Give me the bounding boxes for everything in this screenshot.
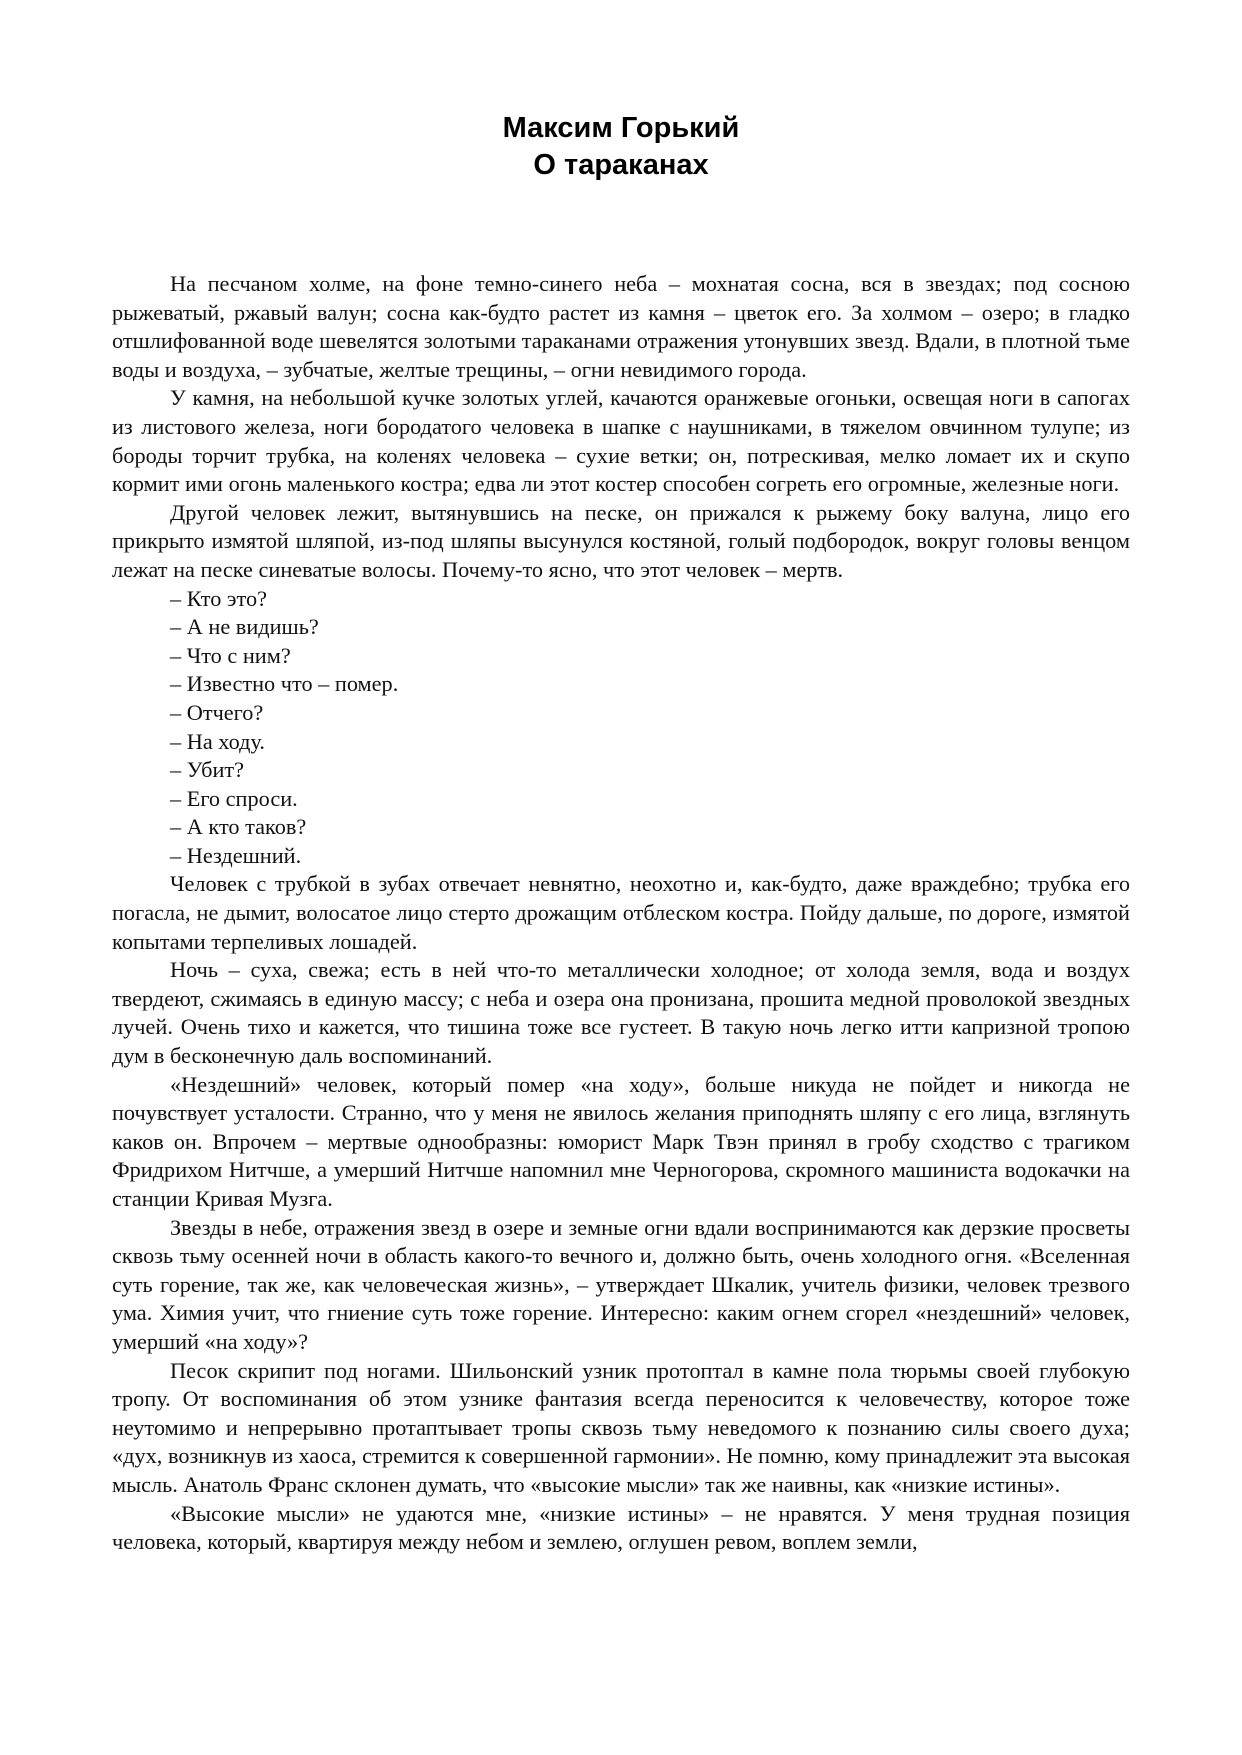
paragraph: На песчаном холме, на фоне темно-синего неба – мохнатая сосна, вся в звездах; под сосною рыжеватый, ржавый валун; сосна как-будто растет из камня – цветок его. За холмом – озеро; в гладко отшлифованной воде шевелятся золотыми тараканами отражения утонувших звезд. Вдали, в плотной тьме воды и воздуха, – зубчатые, желтые трещины, – огни невидимого города. xyxy=(112,271,1130,382)
dialogue-line: – Нездешний. xyxy=(170,842,302,868)
dialogue-line: – Убит? xyxy=(170,757,245,783)
page-title: О тараканах xyxy=(533,149,709,181)
paragraph: Другой человек лежит, вытянувшись на песке, он прижался к рыжему боку валуна, лицо его прикрыто измятой шляпой, из-под шляпы высунулся костяной, голый подбородок, вокруг головы венцом лежат на песке синеватые волосы. Почему-то ясно, что этот человек – мертв. xyxy=(112,499,1130,582)
paragraph: У камня, на небольшой кучке золотых углей, качаются оранжевые огоньки, освещая ноги в сапогах из листового железа, ноги бородатого человека в шапке с наушниками, в тяжелом овчинном тулупе; из бороды торчит трубка, на коленях человека – сухие ветки; он, потрескивая, мелко ломает их и скупо кормит ими огонь маленького костра; едва ли этот костер способен согреть его огромные, железные ноги. xyxy=(112,385,1130,497)
dialogue-line: – Что с ним? xyxy=(170,642,291,668)
paragraph: Звезды в небе, отражения звезд в озере и земные огни вдали воспринимаются как дерзкие просветы сквозь тьму осенней ночи в область какого-то вечного и, должно быть, очень холодного огня. «Вселенная суть горение, так же, как человеческая жизнь», – утверждает Шкалик, учитель физики, человек трезвого ума. Химия учит, что гниение суть тоже горение. Интересно: каким огнем сгорел «нездешний» человек, умерший «на ходу»? xyxy=(112,1214,1130,1354)
paragraph: Песок скрипит под ногами. Шильонский узник протоптал в камне пола тюрьмы своей глубокую тропу. От воспоминания об этом узнике фантазия всегда переносится к человечеству, которое тоже неутомимо и непрерывно протаптывает тропы сквозь тьму неведомого к познанию силы своего духа; «дух, возникнув из хаоса, стремится к совершенной гармонии». Не помню, кому принадлежит эта высокая мысль. Анатоль Франс склонен думать, что «высокие мысли» так же наивны, как «низкие истины». xyxy=(112,1357,1131,1497)
title-block xyxy=(0,110,1242,184)
dialogue-line: – Известно что – помер. xyxy=(170,671,399,697)
dialogue-line: – Отчего? xyxy=(170,699,264,725)
paragraph: «Высокие мысли» не удаются мне, «низкие истины» – не нравятся. У меня трудная позиция человека, который, квартируя между небом и землею, оглушен ревом, воплем земли, xyxy=(112,1500,1130,1555)
paragraph: Человек с трубкой в зубах отвечает невнятно, неохотно и, как-будто, даже враждебно; трубка его погасла, не дымит, волосатое лицо стерто дрожащим отблеском костра. Пойду дальше, по дороге, измятой копытами терпеливых лошадей. xyxy=(112,871,1130,954)
dialogue-line: – На ходу. xyxy=(170,728,265,754)
dialogue-line: – Его спроси. xyxy=(170,785,298,811)
author-name: Максим Горький xyxy=(502,112,740,144)
paragraph: Ночь – суха, свежа; есть в ней что-то металлически холодное; от холода земля, вода и воздух твердеют, сжимаясь в единую массу; с неба и озера она пронизана, прошита медной проволокой звездных лучей. Очень тихо и кажется, что тишина тоже все густеет. В такую ночь легко итти капризной тропою дум в бесконечную даль воспоминаний. xyxy=(112,957,1130,1069)
dialogue-line: – Кто это? xyxy=(170,585,267,611)
dialogue-line: – А не видишь? xyxy=(170,614,319,640)
body-text xyxy=(112,270,1130,1557)
paragraph: «Нездешний» человек, который помер «на ходу», больше никуда не пойдет и никогда не почувствует усталости. Странно, что у меня не явилось желания приподнять шляпу с его лица, взглянуть каков он. Впрочем – мертвые однообразны: юморист Марк Твэн принял в гробу сходство с трагиком Фридрихом Нитчше, а умерший Нитчше напомнил мне Черногорова, скромного машиниста водокачки на станции Кривая Музга. xyxy=(112,1071,1130,1211)
dialogue-line: – А кто таков? xyxy=(170,814,307,840)
